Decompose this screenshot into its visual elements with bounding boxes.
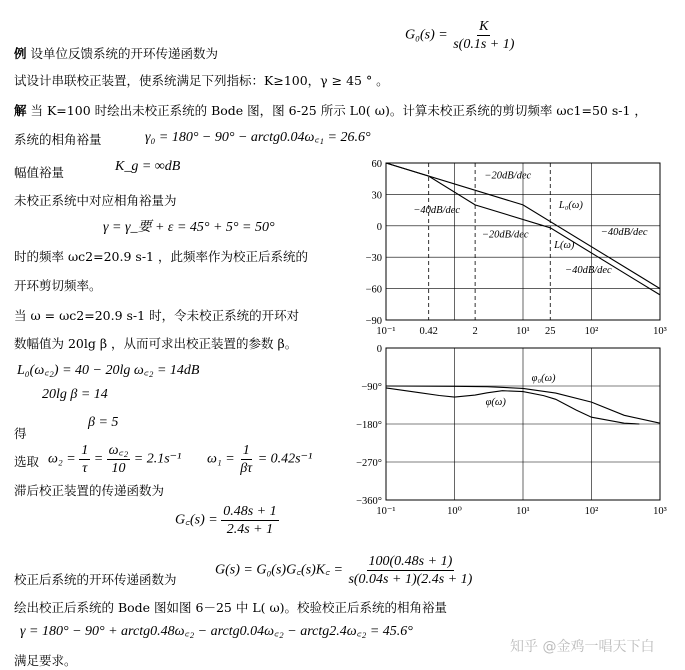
annotation-label: φ₀(ω) xyxy=(531,372,556,384)
choose-label: 选取 xyxy=(14,454,40,469)
x-tick-label: 10² xyxy=(584,506,599,517)
annotation-label: −20dB/dec xyxy=(484,170,532,182)
annotation-label: −20dB/dec xyxy=(481,229,529,241)
x-tick-label: 10⁰ xyxy=(447,506,462,517)
annotation-label: −40dB/dec xyxy=(564,264,612,276)
y-tick-label: −360° xyxy=(356,496,382,507)
x-tick-label: 10³ xyxy=(653,506,667,517)
y-tick-label: −90° xyxy=(361,382,382,393)
magnitude-bode-plot xyxy=(352,155,672,340)
gamma0-formula: γ₀ = 180° − 90° − arctg0.04ω꜀₁ = 26.6° xyxy=(145,130,371,145)
y-tick-label: 30 xyxy=(371,190,382,202)
result-label: 得 xyxy=(14,426,27,441)
g0-formula: G₀(s) = $\frac{K}{s(0.1s + 1)}$ xyxy=(405,19,515,52)
example-label: 例 xyxy=(14,46,27,61)
x-tick-label: 10³ xyxy=(653,326,667,337)
text-line-13: 滞后校正装置的传递函数为 xyxy=(14,483,165,498)
y-tick-label: 60 xyxy=(371,159,382,170)
kg-formula: K_g = ∞dB xyxy=(115,159,181,174)
gc-formula: G꜀(s) = $\frac{0.48s + 1}{2.4s + 1}$ xyxy=(175,504,277,537)
w2-formula: ω₂ = $\frac{1}{\tau}$ = $\frac{\text{ω꜀₂}}{10}$ = 2.1s⁻¹ xyxy=(48,443,182,476)
text-line-8: 开环剪切频率。 xyxy=(14,278,102,293)
text-line-7: 时的频率 ωc2=20.9 s-1 ，此频率作为校正后系统的 xyxy=(14,249,308,264)
text-line-15: 绘出校正后系统的 Bode 图如图 6－25 中 L( ω)。校验校正后系统的相角裕量 xyxy=(14,600,448,615)
y-tick-label: −30 xyxy=(365,253,382,265)
example-line: 例 设单位反馈系统的开环传递函数为 xyxy=(14,46,219,61)
final-formula: γ = 180° − 90° + arctg0.48ω꜀₂ − arctg0.04ω꜀₂ − arctg2.4ω꜀₂ = 45.6° xyxy=(20,624,413,639)
x-tick-label: 2 xyxy=(472,326,478,337)
w1-formula: ω₁ = $\frac{1}{\beta\tau}$ = 0.42s⁻¹ xyxy=(207,443,313,476)
watermark: 知乎 @金鸡一唱天下白 xyxy=(510,639,655,655)
y-tick-label: 0 xyxy=(376,344,382,355)
phase-margin-label: 系统的相角裕量 xyxy=(14,132,102,147)
y-tick-label: −90 xyxy=(365,316,382,327)
text-line-14: 校正后系统的开环传递函数为 xyxy=(14,572,177,587)
solution-label: 解 xyxy=(14,103,27,118)
annotation-label: −40dB/dec xyxy=(600,227,648,239)
y-tick-label: −180° xyxy=(356,420,382,431)
text-line-16: 满足要求。 xyxy=(14,653,77,668)
beta-formula: β = 5 xyxy=(88,415,119,430)
gain-margin-label: 幅值裕量 xyxy=(14,165,65,180)
g-formula: G(s) = G₀(s)G꜀(s)K꜀ = $\frac{100(0.48s + 1)}{s(0.04s + 1)(2.4s + 1)}$ xyxy=(215,554,473,587)
lg-beta-formula: 20lg β = 14 xyxy=(42,387,108,402)
annotation-label: −40dB/dec xyxy=(413,205,461,217)
annotation-label: L₀(ω) xyxy=(558,200,583,212)
text-line-9: 当 ω = ωc2=20.9 s-1 时，令未校正系统的开环对 xyxy=(14,308,300,323)
requirement-line: 试设计串联校正装置，使系统满足下列指标：K≥100，γ ≥ 45 ° 。 xyxy=(14,73,389,88)
annotation-label: L(ω) xyxy=(554,239,575,251)
x-tick-label: 10² xyxy=(584,326,599,337)
phase-bode-plot xyxy=(352,340,672,520)
y-tick-label: −270° xyxy=(356,458,382,469)
x-tick-label: 10¹ xyxy=(516,506,530,517)
annotation-label: φ(ω) xyxy=(485,397,506,408)
gamma-formula: γ = γ_要 + ε = 45° + 5° = 50° xyxy=(103,220,275,235)
l0-formula: L₀(ω꜀₂) = 40 − 20lg ω꜀₂ = 14dB xyxy=(17,363,200,378)
y-tick-label: 0 xyxy=(376,221,382,233)
y-tick-label: −60 xyxy=(365,284,382,296)
x-tick-label: 25 xyxy=(545,326,556,337)
x-tick-label: 10⁻¹ xyxy=(376,506,396,517)
text-line-10: 数幅值为 20lg β ，从而可求出校正装置的参数 β。 xyxy=(14,336,298,351)
x-tick-label: 10¹ xyxy=(516,326,530,337)
x-tick-label: 10⁻¹ xyxy=(376,326,396,337)
solution-line: 解 当 K=100 时绘出未校正系统的 Bode 图，图 6-25 所示 L0( ω)。计算未校正系统的剪切频率 ωc1=50 s-1 ， xyxy=(14,103,647,118)
text-line-6: 未校正系统中对应相角裕量为 xyxy=(14,193,177,208)
x-tick-label: 0.42 xyxy=(419,326,438,337)
